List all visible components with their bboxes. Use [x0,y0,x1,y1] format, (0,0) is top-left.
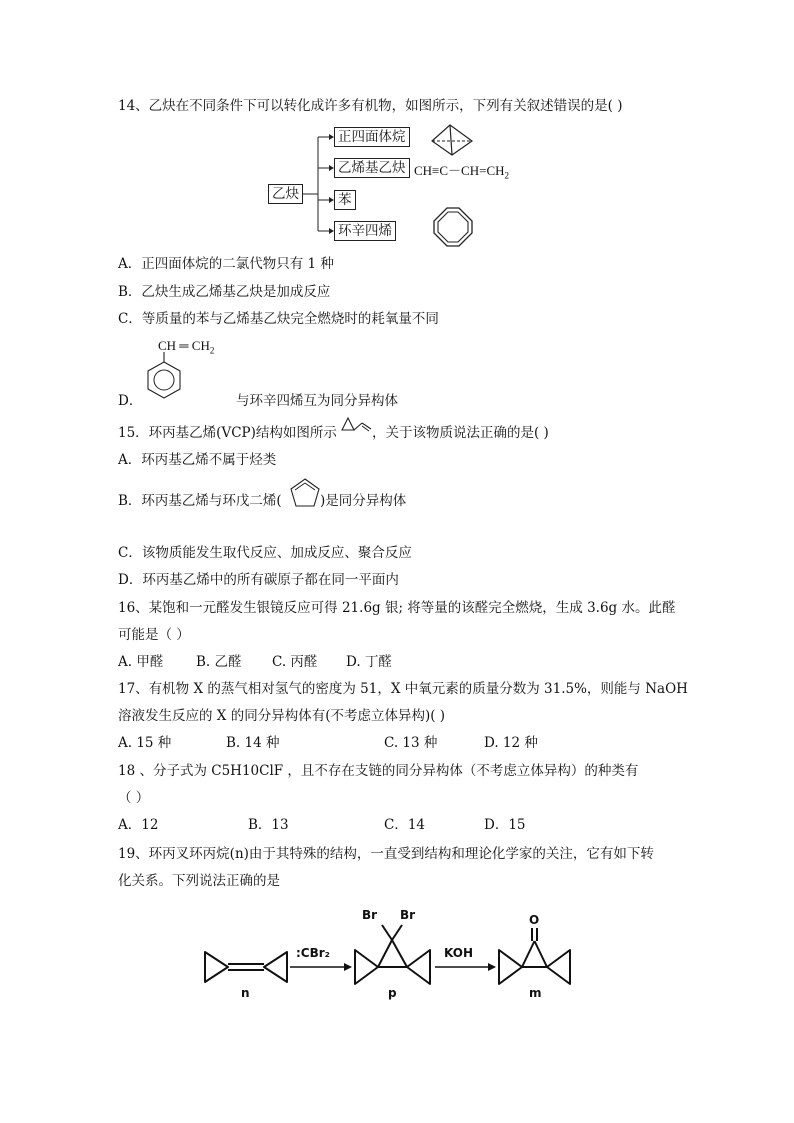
q15-stem-a: 15．环丙基乙烯(VCP)结构如图所示 [118,425,337,441]
q17-option-c: C. 13 种 [384,735,438,751]
tetrahedrane-box: 正四面体烷 [334,127,410,147]
label-p: p [388,986,397,1000]
q17-option-d: D. 12 种 [484,735,538,751]
label-m: m [529,986,542,1000]
bromine-label-2: Br [400,908,416,922]
q16-stem-line1: 16、某饱和一元醛发生银镜反应可得 21.6g 银; 将等量的该醛完全燃烧，生成 3.6g 水。此醛 [118,600,676,616]
reagent-koh: KOH [444,946,474,960]
oxygen-label: O [529,913,540,927]
q19-stem-line1: 19、环丙叉环丙烷(n)由于其特殊的结构，一直受到结构和理论化学家的关注，它有如下转 [118,846,654,862]
label-n: n [241,986,250,1000]
bromine-label-1: Br [362,908,378,922]
q17-stem-line1: 17、有机物 X 的蒸气相对氢气的密度为 51，X 中氧元素的质量分数为 31.5%，则能与 NaOH [118,681,688,697]
q15-stem-b: ，关于该物质说法正确的是( ) [372,425,549,441]
q15-option-d: D．环丙基乙烯中的所有碳原子都在同一平面内 [118,572,399,588]
q17-option-a: A. 15 种 [118,735,172,751]
q18-option-b: B．13 [248,817,289,833]
q14-option-c: C．等质量的苯与乙烯基乙炔完全燃烧时的耗氧量不同 [118,311,439,327]
benzene-box: 苯 [334,190,356,210]
q18-stem-line1: 18 、分子式为 C5H10ClF ，且不存在支链的同分异构体（不考虑立体异构）的种类有 [118,763,639,779]
q14-option-a: A．正四面体烷的二氯代物只有 1 种 [118,256,334,272]
q16-stem-line2: 可能是（ ） [118,627,190,643]
vinylacetylene-formula: $CH\equiv C-CH=CH_2$ [414,163,510,181]
q19-stem-line2: 化关系。下列说法正确的是 [118,873,280,889]
reagent-cbr2: :CBr₂ [296,946,330,960]
q15-option-b-a: B．环丙基乙烯与环戊二烯( [118,493,282,509]
q18-option-c: C．14 [384,817,426,833]
cyclooctatetraene-box: 环辛四烯 [334,221,396,241]
q16-option-d: D. 丁醛 [346,654,392,670]
q14-stem: 14、乙炔在不同条件下可以转化成许多有机物，如图所示，下列有关叙述错误的是( ) [118,98,623,114]
acetylene-box: 乙炔 [268,184,303,204]
q15-option-c: C．该物质能发生取代反应、加成反应、聚合反应 [118,545,412,561]
q15-option-b-b: )是同分异构体 [320,493,407,509]
q17-option-b: B. 14 种 [226,735,280,751]
q14-option-d-label: D． [118,393,143,409]
q16-option-b: B. 乙醛 [196,654,242,670]
q18-stem-line2: （ ） [118,790,150,806]
q16-option-c: C. 丙醛 [272,654,318,670]
q17-stem-line2: 溶液发生反应的 X 的同分异构体有(不考虑立体异构)( ) [118,708,446,724]
styrene-formula: CH ═ $CH_2$ [158,338,215,356]
q14-option-d-text: 与环辛四烯互为同分异构体 [236,393,398,409]
q16-option-a: A. 甲醛 [118,654,164,670]
q18-option-a: A．12 [118,817,159,833]
vinylacetylene-box: 乙烯基乙炔 [334,158,410,178]
q18-option-d: D．15 [484,817,526,833]
q15-option-a: A．环丙基乙烯不属于烃类 [118,452,277,468]
q14-option-b: B．乙炔生成乙烯基乙炔是加成反应 [118,284,331,300]
